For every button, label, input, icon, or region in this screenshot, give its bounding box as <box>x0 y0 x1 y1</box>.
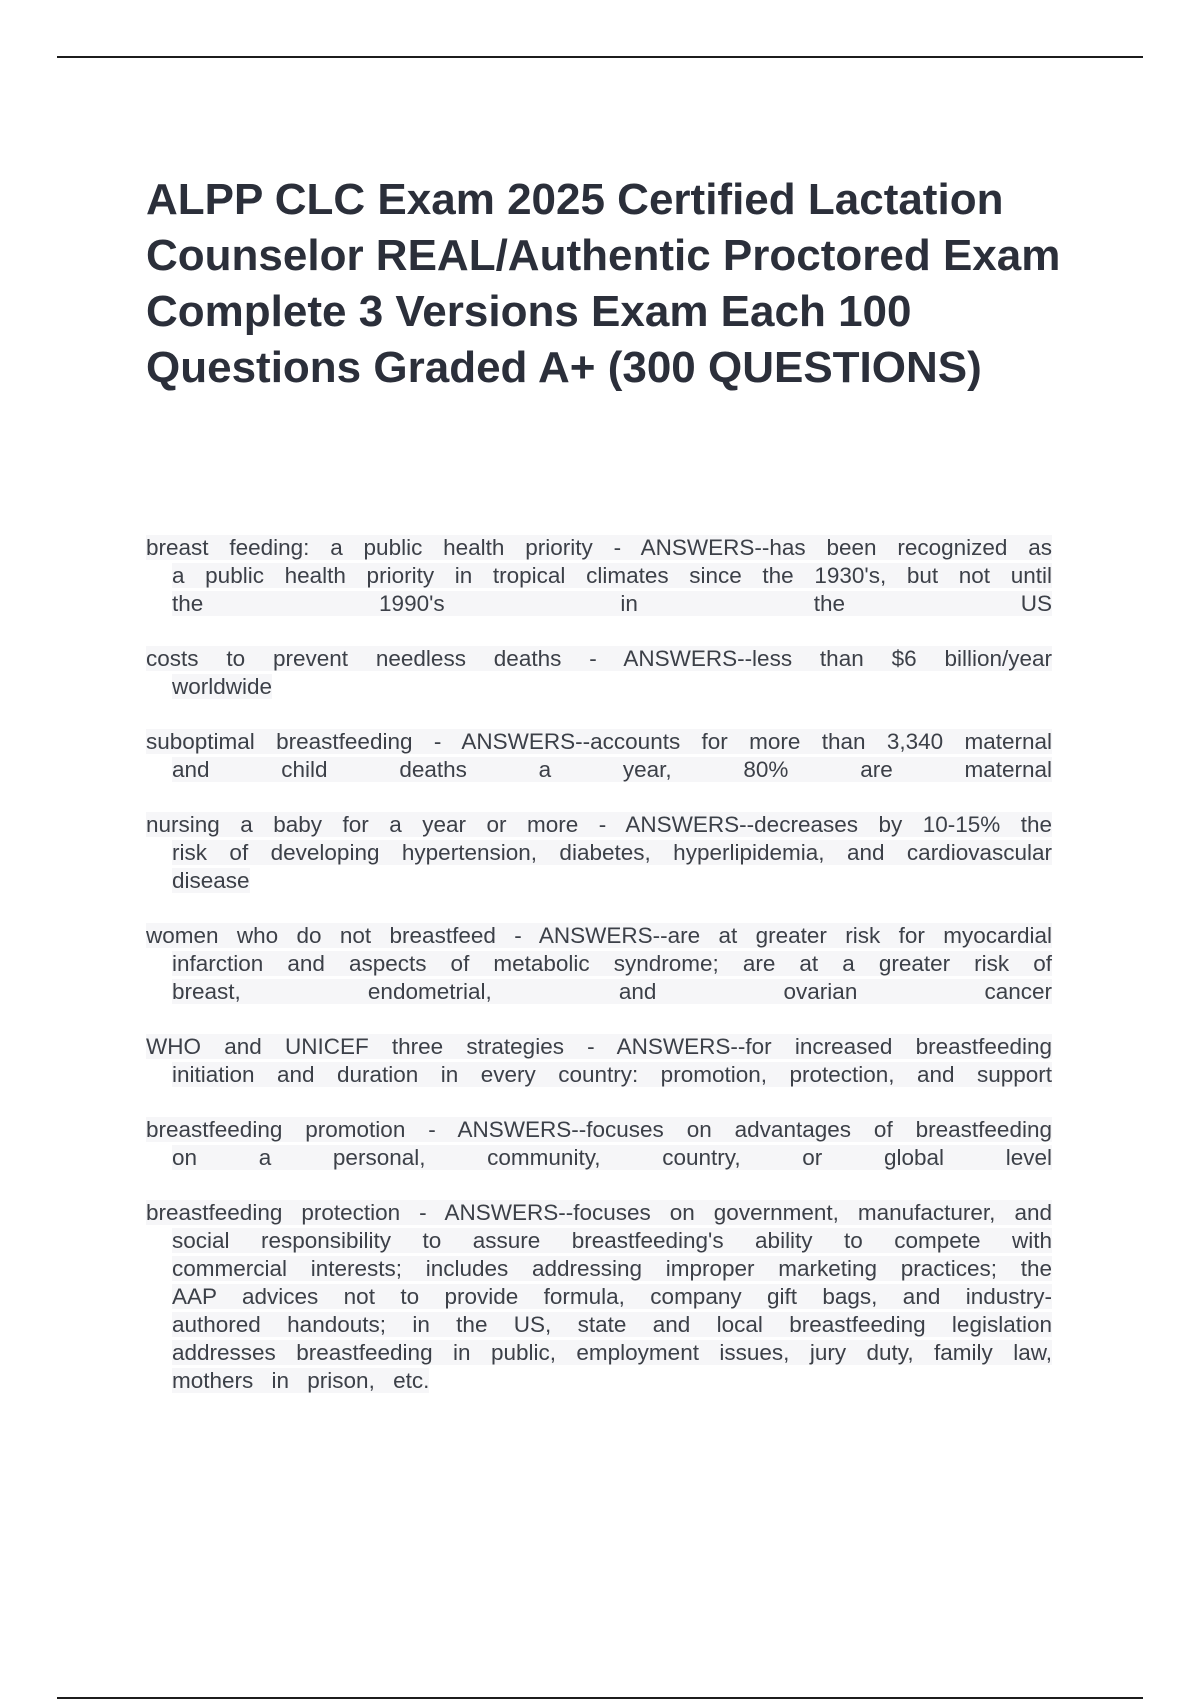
qa-separator: - <box>578 812 626 837</box>
qa-list <box>146 534 1052 1422</box>
qa-item <box>146 534 1052 618</box>
qa-answer: ANSWERS--are at greater risk for myocardial infarction and aspects of metabolic syndrome; are at a greater risk of breast, endometrial, and ovarian cancer <box>172 923 1052 1004</box>
qa-term: women who do not breastfeed <box>146 923 496 948</box>
qa-term: breast feeding: a public health priority <box>146 535 593 560</box>
qa-separator: - <box>412 729 462 754</box>
qa-item <box>146 811 1052 895</box>
qa-term: nursing a baby for a year or more <box>146 812 579 837</box>
qa-item <box>146 1199 1052 1395</box>
qa-separator: - <box>592 535 641 560</box>
qa-answer: ANSWERS--less than $6 billion/year worldwide <box>172 646 1052 699</box>
bottom-rule <box>57 1697 1143 1699</box>
qa-term: breastfeeding protection <box>146 1200 401 1225</box>
qa-separator: - <box>563 1034 617 1059</box>
qa-item <box>146 645 1052 701</box>
qa-answer: ANSWERS--accounts for more than 3,340 maternal and child deaths a year, 80% are maternal <box>172 729 1052 782</box>
qa-separator: - <box>400 1200 445 1225</box>
qa-item <box>146 922 1052 1006</box>
qa-answer: ANSWERS--decreases by 10-15% the risk of developing hypertension, diabetes, hyperlipidemia, and cardiovascular disease <box>172 812 1052 893</box>
qa-item <box>146 728 1052 784</box>
qa-item <box>146 1033 1052 1089</box>
qa-answer: ANSWERS--has been recognized as a public health priority in tropical climates since the 1930's, but not until the 1990's in the US <box>172 535 1052 616</box>
document-title: ALPP CLC Exam 2025 Certified Lactation Counselor REAL/Authentic Proctored Exam Complete 3 Versions Exam Each 100 Questions Graded A+ (300 QUESTIONS) <box>146 175 1061 392</box>
qa-term: suboptimal breastfeeding <box>146 729 413 754</box>
qa-term: breastfeeding promotion <box>146 1117 406 1142</box>
qa-term: WHO and UNICEF three strategies <box>146 1034 564 1059</box>
qa-item <box>146 1116 1052 1172</box>
qa-answer: ANSWERS--focuses on advantages of breastfeeding on a personal, community, country, or global level <box>172 1117 1052 1170</box>
qa-answer: ANSWERS--for increased breastfeeding initiation and duration in every country: promotion, protection, and support <box>172 1034 1052 1087</box>
qa-separator: - <box>561 646 624 671</box>
top-rule <box>57 56 1143 58</box>
qa-separator: - <box>495 923 539 948</box>
qa-term: costs to prevent needless deaths <box>146 646 562 671</box>
qa-answer: ANSWERS--focuses on government, manufacturer, and social responsibility to assure breastfeeding's ability to compete with commercial interests; includes addressing improper marketing practices; the AAP advices not to provide formula, company gift bags, and industry-authored handouts; in the US, state and local breastfeeding legislation addresses breastfeeding in public, employment issues, jury duty, family law, mothers in prison, etc. <box>172 1200 1052 1393</box>
qa-separator: - <box>405 1117 458 1142</box>
